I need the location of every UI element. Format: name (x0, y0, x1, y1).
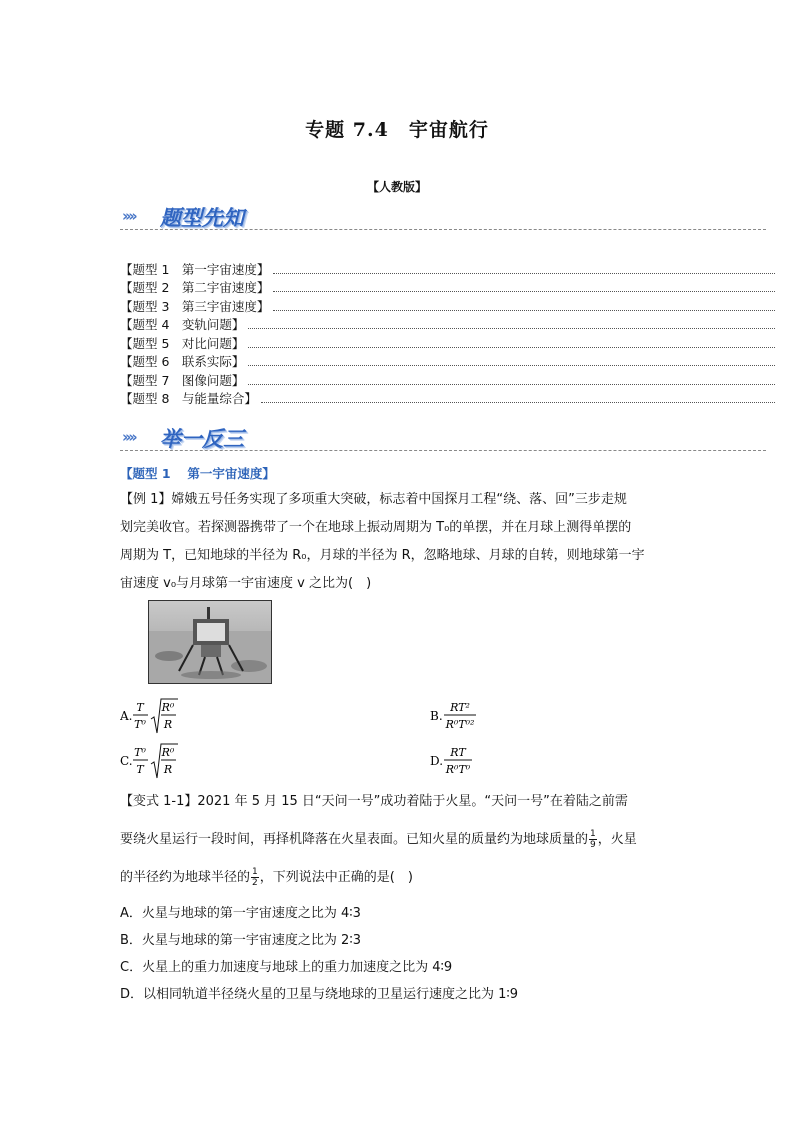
banner-arrows-icon: ›››› (122, 207, 135, 225)
question-line: 宙速度 v₀与月球第一宇宙速度 v 之比为( ) (120, 576, 372, 591)
leader-dots (273, 291, 775, 292)
toc-item[interactable]: 【题型 1 第一宇宙速度】 (120, 259, 775, 278)
option-label: A. (120, 709, 133, 723)
leader-dots (248, 347, 775, 348)
fraction-numerator: T⁰ (134, 746, 146, 759)
question-line: 要绕火星运行一段时间，再择机降落在火星表面。已知火星的质量约为地球质量的 $\frac{1}{9}$ ，火星 (120, 829, 637, 850)
question-line: 划完美收官。若探测器携带了一个在地球上振动周期为 T₀的单摆，并在月球上测得单摆的 (120, 520, 632, 535)
divider (120, 229, 766, 230)
option-b[interactable] (430, 695, 500, 740)
choice-a[interactable]: A．火星与地球的第一宇宙速度之比为 4∶3 (120, 906, 361, 921)
question-line: 的半径约为地球半径的 $\frac{1}{2}$ ，下列说法中正确的是( ) (120, 867, 413, 888)
toc-item[interactable]: 【题型 3 第三宇宙速度】 (120, 296, 775, 315)
fraction: $\frac{1}{2}$ (252, 867, 258, 888)
section-heading: 【题型 1 第一宇宙速度】 (120, 466, 275, 481)
variant-question (120, 787, 676, 893)
choice-d[interactable]: D．以相同轨道半径绕火星的卫星与绕地球的卫星运行速度之比为 1∶9 (120, 987, 519, 1002)
fraction-numerator: RT (450, 746, 466, 759)
banner-arrows-icon: ›››› (122, 428, 135, 446)
option-d[interactable] (430, 740, 500, 785)
option-label: D. (430, 754, 444, 768)
fraction-numerator: RT² (450, 701, 470, 714)
banner-title: 举一反三 (160, 427, 244, 451)
banner-practice (120, 423, 766, 453)
leader-dots (248, 384, 775, 385)
question-line: 【变式 1-1】2021 年 5 月 15 日“天问一号”成功着陆于火星。“天问一号”在着陆之前需 (120, 794, 628, 809)
toc-item[interactable]: 【题型 6 联系实际】 (120, 352, 775, 371)
toc-item[interactable]: 【题型 5 对比问题】 (120, 333, 775, 352)
option-c[interactable] (120, 740, 190, 785)
divider (120, 450, 766, 451)
question-line: 【例 1】嫦娥五号任务实现了多项重大突破，标志着中国探月工程“绕、落、回”三步走规 (120, 492, 627, 507)
page-title: 专题 7.4 宇宙航行 (305, 119, 489, 141)
choice-c[interactable]: C．火星上的重力加速度与地球上的重力加速度之比为 4∶9 (120, 960, 453, 975)
option-a[interactable] (120, 695, 190, 740)
radical-numerator: R⁰ (161, 701, 175, 714)
table-of-contents (120, 259, 775, 407)
toc-item[interactable]: 【题型 7 图像问题】 (120, 370, 775, 389)
toc-item[interactable]: 【题型 2 第二宇宙速度】 (120, 278, 775, 297)
banner-title: 题型先知 (160, 206, 244, 230)
fraction-denominator: T (136, 763, 144, 776)
example-question (120, 486, 676, 598)
leader-dots (273, 310, 775, 311)
toc-item[interactable]: 【题型 4 变轨问题】 (120, 315, 775, 334)
question-line: 周期为 T，已知地球的半径为 R₀，月球的半径为 R，忽略地球、月球的自转，则地球第一宇 (120, 548, 645, 563)
radical-denominator: R (163, 763, 173, 776)
edition-label: 【人教版】 (366, 180, 427, 194)
choice-b[interactable]: B．火星与地球的第一宇宙速度之比为 2∶3 (120, 933, 361, 948)
option-label: C. (120, 754, 133, 768)
fraction-numerator: T (136, 701, 144, 714)
banner-preview (120, 202, 766, 232)
leader-dots (248, 365, 775, 366)
fraction-denominator: T⁰ (134, 718, 146, 731)
leader-dots (273, 273, 775, 274)
toc-item[interactable]: 【题型 8 与能量综合】 (120, 389, 775, 408)
radical-numerator: R⁰ (161, 746, 175, 759)
option-label: B. (430, 709, 443, 723)
fraction-denominator: R⁰T⁰² (445, 718, 475, 731)
radical-denominator: R (163, 718, 173, 731)
fraction-denominator: R⁰T⁰ (445, 763, 471, 776)
lunar-lander-photo (148, 600, 272, 684)
fraction: $\frac{1}{9}$ (590, 829, 596, 850)
leader-dots (248, 328, 775, 329)
leader-dots (261, 402, 775, 403)
